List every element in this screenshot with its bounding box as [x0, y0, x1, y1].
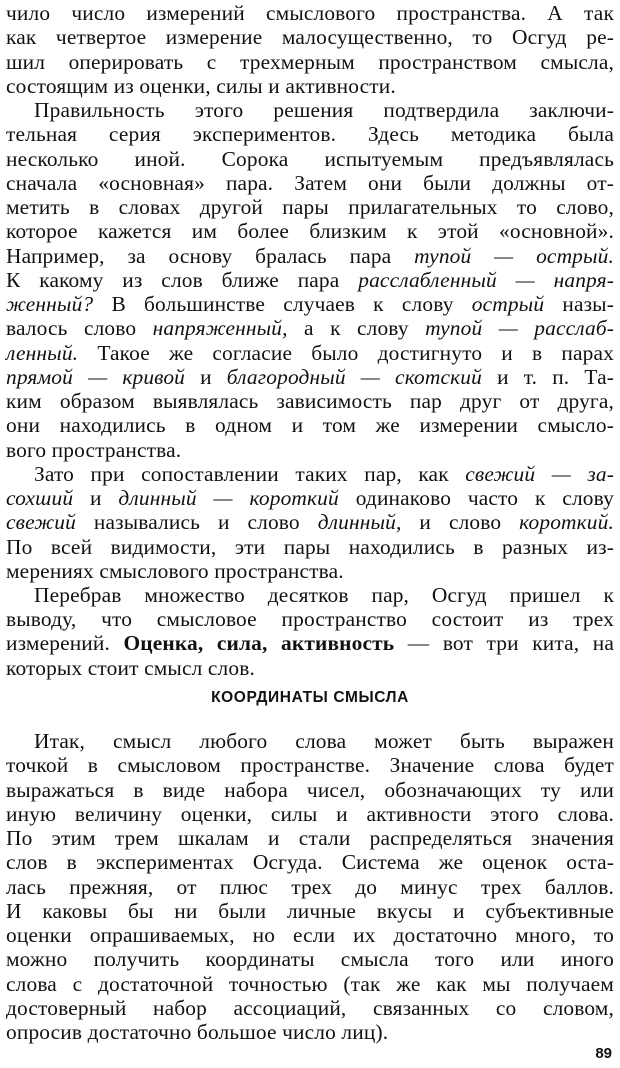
text-run: К какому из слов ближе пара — [6, 268, 359, 292]
bold-term: Оценка, сила, активность — [123, 631, 395, 655]
italic-term: прямой — кривой — [6, 365, 186, 389]
text-line — [6, 315, 614, 341]
italic-term: короткий. — [519, 510, 614, 534]
text-run: и слово — [419, 510, 520, 534]
text-line: выводу, что смысловое пространство состоит из трех — [6, 607, 614, 631]
italic-term: благородный — скотский — [226, 365, 482, 389]
text-line: точкой в смысловом пространстве. Значение слова будет — [6, 753, 614, 777]
text-run: а к слову — [304, 316, 426, 340]
text-line: мерениях смыслового пространства. — [6, 559, 344, 583]
text-line: чило число измерений смыслового пространства. А так — [6, 1, 614, 25]
section-heading: КООРДИНАТЫ СМЫСЛА — [211, 689, 409, 706]
text-run: и — [90, 486, 119, 510]
text-line: По этим трем шкалам и стали распределяться значения — [6, 826, 614, 850]
text-line: они находились в одном и том же измерении смысло- — [6, 413, 614, 437]
text-line: как четвертое измерение малосущественно, то Осгуд ре- — [6, 25, 614, 49]
text-run: назы- — [562, 292, 614, 316]
text-run: и т. п. Та- — [497, 365, 614, 389]
italic-term: напряженный, — [152, 316, 288, 340]
text-line — [6, 267, 614, 293]
text-run: и — [200, 365, 227, 389]
text-line: слова с достаточной точностью (так же как мы получаем — [6, 972, 614, 996]
text-line: И каковы бы ни были личные вкусы и субъективные — [6, 899, 614, 923]
text-line: метить в словах другой пары прилагательных то слово, — [6, 195, 614, 219]
italic-term: длинный — короткий — [118, 486, 339, 510]
text-line: тельная серия экспериментов. Здесь методика была — [6, 122, 614, 146]
text-line — [6, 243, 614, 269]
text-line — [6, 509, 614, 535]
italic-term: острый — [471, 292, 545, 316]
page-number: 89 — [595, 1045, 612, 1062]
text-line: Правильность этого решения подтвердила заключи- — [34, 98, 614, 122]
italic-term: длинный, — [317, 510, 402, 534]
text-line — [6, 630, 614, 656]
text-run: Зато при сопоставлении таких пар, как — [34, 462, 466, 486]
text-line: иную величину оценки, силы и активности этого слова. — [6, 802, 614, 826]
text-line: Итак, смысл любого слова может быть выражен — [34, 729, 614, 753]
text-line: достоверный набор ассоциаций, связанных со словом, — [6, 996, 614, 1020]
text-line — [6, 340, 614, 366]
italic-term: свежий — [6, 510, 76, 534]
text-line: шил оперировать с трехмерным пространством смысла, — [6, 50, 614, 74]
italic-term: расслабленный — напря- — [358, 268, 614, 292]
text-run: В большинстве случаев к слову — [111, 292, 472, 316]
italic-term: свежий — за- — [465, 462, 614, 486]
text-run: Такое же согласие было достигнуто и в парах — [97, 341, 614, 365]
text-line: состоящим из оценки, силы и активности. — [6, 74, 396, 98]
text-run: назывались и слово — [93, 510, 318, 534]
text-line: которых стоит смысл слов. — [6, 656, 255, 680]
text-line: опросив достаточно большое число лиц). — [6, 1020, 389, 1044]
text-line — [6, 291, 614, 317]
text-line — [6, 485, 614, 511]
text-run: Например, за основу бралась пара — [6, 244, 415, 268]
text-run: валось слово — [6, 316, 153, 340]
text-line: выражаться в виде набора чисел, обозначающих ту или — [6, 778, 614, 802]
text-run: одинаково часто к слову — [355, 486, 614, 510]
text-line: По всей видимости, эти пары находились в разных из- — [6, 535, 614, 559]
text-line — [6, 461, 614, 487]
text-line — [6, 364, 614, 390]
italic-term: ленный. — [6, 341, 79, 365]
text-line: несколько иной. Сорока испытуемым предъявлялась — [6, 147, 614, 171]
italic-term: сохший — [6, 486, 74, 510]
text-run: измерений. — [6, 631, 124, 655]
text-line: слов в экспериментах Осгуда. Система же оценок оста- — [6, 850, 614, 874]
text-line: сначала «основная» пара. Затем они были должны от- — [6, 171, 614, 195]
text-line: оценки опрашиваемых, но если их достаточно много, то — [6, 923, 614, 947]
text-line: лась прежняя, от плюс трех до минус трех баллов. — [6, 875, 614, 899]
text-run: — вот три кита, на — [407, 631, 614, 655]
italic-term: женный? — [6, 292, 94, 316]
text-line: вого пространства. — [6, 438, 182, 462]
book-page — [6, 0, 614, 1068]
text-line: можно получить координаты смысла того или иного — [6, 947, 614, 971]
text-line: которое кажется им более близким к этой «основной». — [6, 219, 614, 243]
italic-term: тупой — расслаб- — [425, 316, 615, 340]
text-line: Перебрав множество десятков пар, Осгуд пришел к — [34, 583, 614, 607]
text-line: ким образом выявлялась зависимость пар друг от друга, — [6, 389, 614, 413]
italic-term: тупой — острый. — [414, 244, 614, 268]
